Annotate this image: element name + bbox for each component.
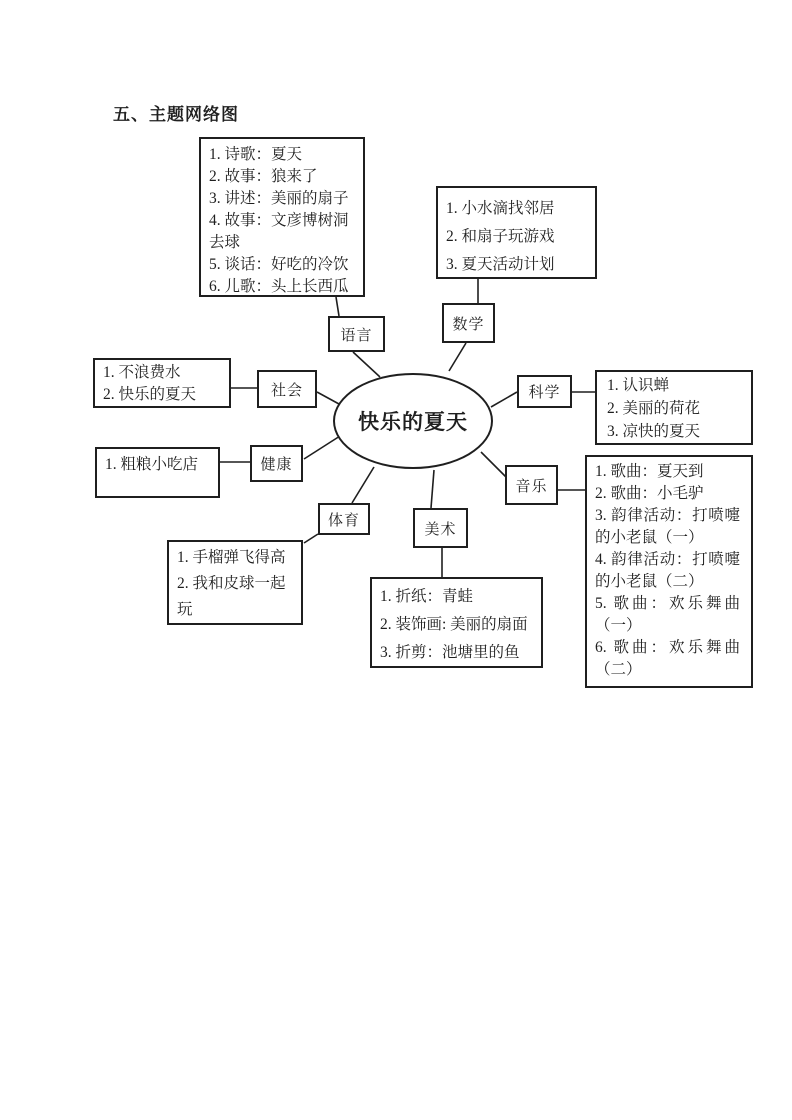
list-item: 1. 不浪费水: [103, 364, 181, 381]
language-items-box: [199, 137, 365, 297]
node-language: 语言: [328, 316, 385, 352]
list-item: 3. 折剪：池塘里的鱼: [380, 644, 520, 661]
edge-center-art: [431, 470, 434, 508]
science-items-box: [595, 370, 753, 445]
list-item: 1. 诗歌：夏天: [209, 146, 303, 163]
list-item: 1. 手榴弹飞得高: [177, 549, 286, 566]
list-item: 4. 韵律活动：打喷嚏的小老鼠（二）: [595, 551, 740, 590]
music-items-box: [585, 455, 753, 688]
list-item: 2. 快乐的夏天: [103, 386, 197, 403]
node-science: 科学: [517, 375, 572, 408]
list-item: 3. 韵律活动：打喷嚏的小老鼠（一）: [595, 507, 740, 546]
list-item: 1. 粗粮小吃店: [105, 456, 199, 473]
list-item: 4. 故事：文彦博树洞去球: [209, 212, 349, 251]
math-items-box: [436, 186, 597, 279]
list-item: 1. 小水滴找邻居: [446, 200, 555, 217]
list-item: 1. 认识蝉: [607, 377, 670, 394]
social-items-box: [93, 358, 231, 408]
list-item: 2. 美丽的荷花: [607, 400, 701, 417]
node-art: 美术: [413, 508, 468, 548]
list-item: 6. 歌曲：欢乐舞曲（二）: [595, 639, 740, 678]
page-title: 五、主题网络图: [113, 105, 239, 124]
node-music: 音乐: [505, 465, 558, 505]
node-social: 社会: [257, 370, 317, 408]
edge-center-music: [481, 452, 506, 477]
list-item: 3. 夏天活动计划: [446, 256, 555, 273]
edge-center-social: [317, 392, 339, 404]
list-item: 2. 和扇子玩游戏: [446, 228, 555, 245]
node-pe: 体育: [318, 503, 370, 535]
list-item: 1. 折纸：青蛙: [380, 588, 474, 605]
list-item: 5. 谈话：好吃的冷饮: [209, 256, 349, 273]
list-item: 5. 歌曲：欢乐舞曲（一）: [595, 595, 740, 634]
health-items-box: [95, 447, 220, 498]
node-health: 健康: [250, 445, 303, 482]
edge-center-math: [449, 343, 466, 371]
edge-center-language: [353, 352, 380, 377]
list-item: 3. 讲述：美丽的扇子: [209, 190, 349, 207]
list-item: 3. 凉快的夏天: [607, 423, 701, 440]
edge-language-items: [336, 297, 339, 316]
edge-center-science: [491, 392, 517, 407]
list-item: 2. 故事：狼来了: [209, 168, 318, 185]
list-item: 6. 儿歌：头上长西瓜: [209, 278, 349, 295]
edge-center-pe: [352, 467, 374, 503]
list-item: 2. 歌曲：小毛驴: [595, 485, 704, 502]
list-item: 1. 歌曲：夏天到: [595, 463, 704, 480]
list-item: 2. 我和皮球一起玩: [177, 575, 286, 618]
center-topic-node: [333, 373, 493, 469]
pe-items-box: [167, 540, 303, 625]
list-item: 2. 装饰画: 美丽的扇面: [380, 616, 528, 633]
edge-pe-items: [304, 534, 318, 543]
art-items-box: [370, 577, 543, 668]
node-math: 数学: [442, 303, 495, 343]
center-topic-label: 快乐的夏天: [358, 410, 468, 434]
edge-center-health: [304, 436, 340, 459]
